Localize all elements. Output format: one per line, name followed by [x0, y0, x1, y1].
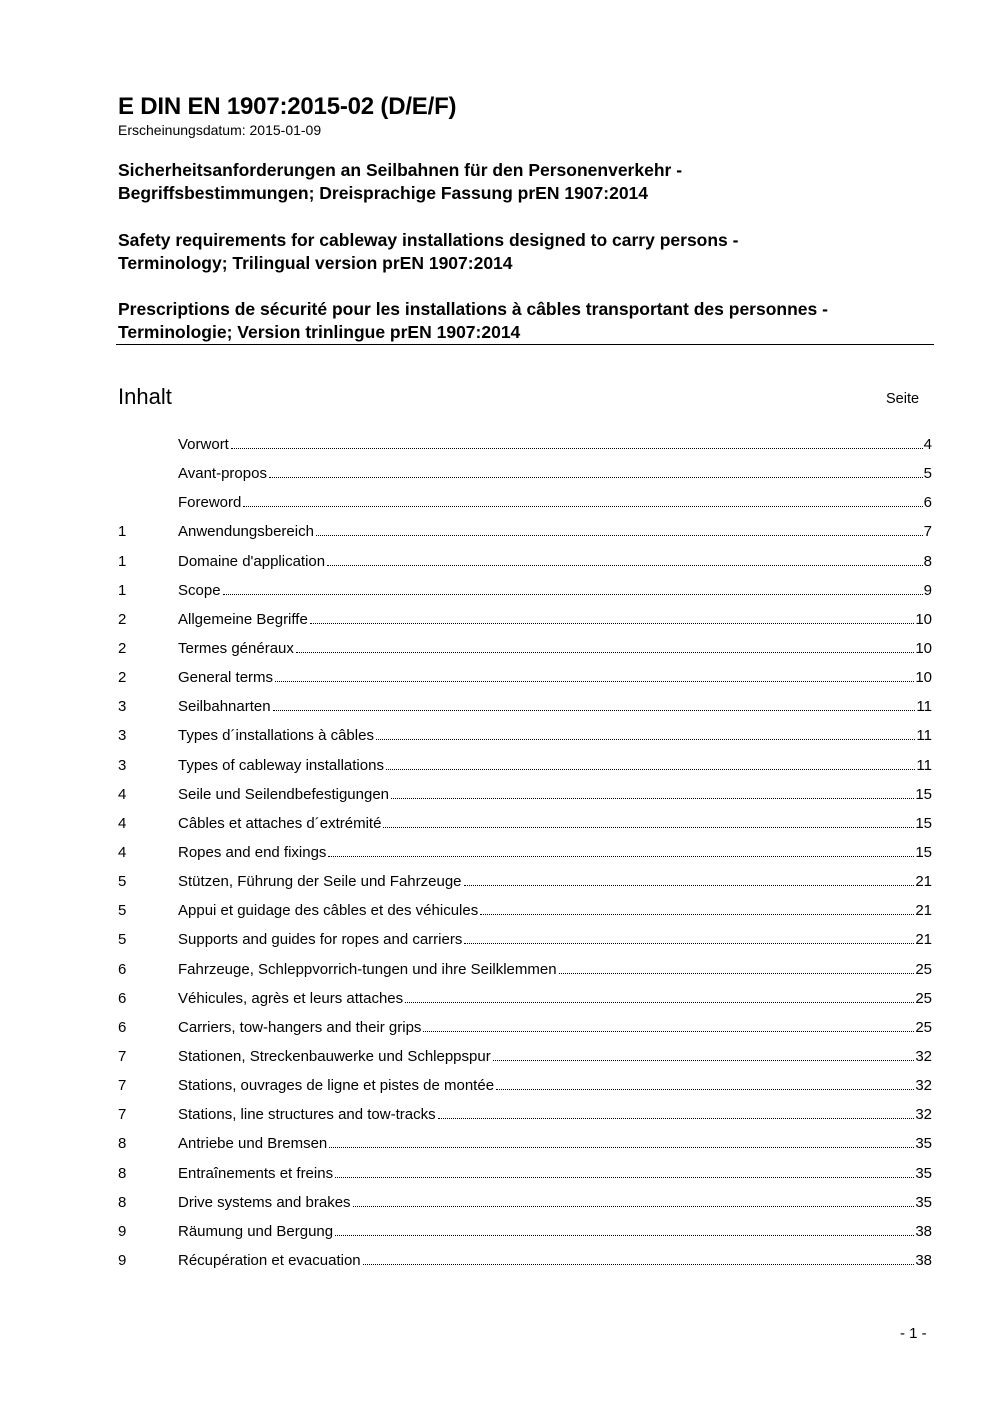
toc-entry-page: 11 [916, 727, 932, 745]
toc-entry-number: 8 [118, 1135, 127, 1153]
toc-page-column-label: Seite [886, 391, 920, 407]
toc-entry[interactable] [118, 1252, 932, 1281]
toc-entry-page: 21 [915, 873, 932, 891]
toc-entry-label: Antriebe und Bremsen [178, 1135, 328, 1153]
toc-entry-label: Drive systems and brakes [178, 1193, 351, 1211]
toc-entry-number: 6 [118, 1018, 127, 1036]
toc-entry-page: 10 [915, 610, 932, 628]
toc-entry[interactable] [118, 844, 932, 873]
toc-entry[interactable] [118, 640, 932, 669]
title-divider [116, 344, 934, 345]
title-french-line-2: Terminologie; Version trinlingue prEN 1907:2014 [118, 322, 521, 342]
toc-entry[interactable] [118, 698, 932, 727]
toc-entry-page: 21 [915, 902, 932, 920]
toc-entry-number: 5 [118, 902, 127, 920]
toc-leader-dots [363, 1264, 915, 1265]
toc-entry-page: 25 [915, 989, 932, 1007]
toc-entry-page: 15 [915, 814, 932, 832]
title-german [118, 159, 682, 205]
toc-entry[interactable] [118, 1165, 932, 1194]
toc-entry[interactable] [118, 1077, 932, 1106]
toc-leader-dots [273, 710, 916, 711]
toc-entry-page: 11 [916, 756, 932, 774]
toc-entry-label: Stützen, Führung der Seile und Fahrzeuge [178, 873, 462, 891]
toc-heading: Inhalt [118, 384, 172, 409]
toc-leader-dots [316, 535, 923, 536]
toc-entry-label: Véhicules, agrès et leurs attaches [178, 989, 404, 1007]
toc-entry-label: Récupération et evacuation [178, 1251, 361, 1269]
toc-entry-page: 9 [923, 581, 932, 599]
toc-entry-page: 11 [916, 698, 932, 716]
toc-leader-dots [329, 1147, 914, 1148]
title-english-line-1: Safety requirements for cableway installations designed to carry persons - [118, 230, 739, 250]
toc-entry-page: 4 [923, 436, 932, 453]
toc-entry-number: 1 [118, 523, 127, 541]
toc-entry-label: Räumung und Bergung [178, 1222, 334, 1240]
toc-leader-dots [328, 856, 914, 857]
toc-entry-label: Allgemeine Begriffe [178, 610, 308, 628]
toc-entry[interactable] [118, 727, 932, 756]
toc-entry-label: Supports and guides for ropes and carriers [178, 931, 463, 949]
toc-leader-dots [335, 1235, 914, 1236]
toc-entry[interactable] [118, 961, 932, 990]
toc-entry-label: Types d´installations à câbles [178, 727, 374, 745]
toc-entry-label: Vorwort [178, 436, 229, 453]
toc-entry-number: 9 [118, 1222, 127, 1240]
toc-entry-label: Seilbahnarten [178, 698, 271, 716]
toc-leader-dots [405, 1002, 914, 1003]
toc-entry-number: 6 [118, 960, 127, 978]
toc-entry-number: 2 [118, 669, 127, 687]
toc-entry-page: 35 [915, 1164, 932, 1182]
toc-entry-number: 4 [118, 814, 127, 832]
toc-entry-label: Domaine d'application [178, 552, 326, 570]
table-of-contents [118, 436, 932, 1281]
toc-entry-page: 15 [915, 785, 932, 803]
toc-entry-number: 2 [118, 639, 127, 657]
toc-entry[interactable] [118, 990, 932, 1019]
toc-entry-number: 5 [118, 873, 127, 891]
toc-entry-label: Stations, ouvrages de ligne et pistes de montée [178, 1077, 495, 1095]
toc-entry[interactable] [118, 436, 932, 465]
toc-entry-label: Scope [178, 581, 221, 599]
toc-leader-dots [464, 943, 914, 944]
toc-entry-page: 6 [923, 494, 932, 512]
toc-entry-label: Stations, line structures and tow-tracks [178, 1106, 436, 1124]
toc-entry-page: 35 [915, 1135, 932, 1153]
toc-leader-dots [493, 1060, 915, 1061]
toc-entry-number: 3 [118, 756, 127, 774]
toc-entry-label: Anwendungsbereich [178, 523, 314, 541]
toc-leader-dots [464, 885, 915, 886]
toc-entry[interactable] [118, 873, 932, 902]
toc-entry-number: 7 [118, 1077, 127, 1095]
toc-entry-number: 6 [118, 989, 127, 1007]
page-number: - 1 - [900, 1325, 927, 1342]
toc-entry-label: Termes généraux [178, 639, 294, 657]
title-english-line-2: Terminology; Trilingual version prEN 1907:2014 [118, 253, 513, 273]
toc-entry-page: 15 [915, 843, 932, 861]
toc-entry-number: 4 [118, 785, 127, 803]
toc-entry-label: Appui et guidage des câbles et des véhicules [178, 902, 479, 920]
toc-entry[interactable] [118, 1194, 932, 1223]
title-english [118, 229, 738, 275]
toc-entry-label: Fahrzeuge, Schleppvorrich-tungen und ihre Seilklemmen [178, 960, 557, 978]
toc-entry[interactable] [118, 902, 932, 931]
toc-leader-dots [243, 506, 922, 507]
toc-leader-dots [296, 652, 914, 653]
toc-leader-dots [310, 623, 915, 624]
toc-entry-label: General terms [178, 669, 274, 687]
toc-entry-number: 1 [118, 581, 127, 599]
toc-entry-page: 8 [923, 552, 932, 570]
toc-entry-number: 5 [118, 931, 127, 949]
toc-entry-page: 32 [915, 1106, 932, 1124]
document-id: E DIN EN 1907:2015-02 (D/E/F) [118, 93, 457, 120]
toc-entry-label: Carriers, tow-hangers and their grips [178, 1018, 422, 1036]
toc-leader-dots [269, 477, 923, 478]
toc-entry-page: 21 [915, 931, 932, 949]
toc-leader-dots [353, 1206, 915, 1207]
toc-entry[interactable] [118, 786, 932, 815]
toc-leader-dots [335, 1177, 914, 1178]
toc-entry-label: Avant-propos [178, 465, 267, 483]
toc-leader-dots [391, 798, 914, 799]
toc-entry[interactable] [118, 611, 932, 640]
toc-entry-page: 10 [915, 639, 932, 657]
toc-entry-page: 25 [915, 1018, 932, 1036]
toc-entry-number: 9 [118, 1251, 127, 1269]
toc-leader-dots [438, 1118, 915, 1119]
toc-entry[interactable] [118, 582, 932, 611]
toc-entry[interactable] [118, 465, 932, 494]
toc-leader-dots [327, 565, 923, 566]
toc-entry-number: 3 [118, 727, 127, 745]
toc-entry-number: 1 [118, 552, 127, 570]
title-french [118, 298, 828, 344]
toc-entry-label: Foreword [178, 494, 242, 512]
toc-entry-label: Câbles et attaches d´extrémité [178, 814, 382, 832]
toc-entry-number: 7 [118, 1106, 127, 1124]
toc-leader-dots [559, 973, 915, 974]
toc-entry-page: 32 [915, 1077, 932, 1095]
title-french-line-1: Prescriptions de sécurité pour les installations à câbles transportant des personnes - [118, 299, 828, 319]
toc-leader-dots [386, 769, 915, 770]
toc-entry-page: 38 [915, 1251, 932, 1269]
toc-entry[interactable] [118, 553, 932, 582]
toc-entry-page: 35 [915, 1193, 932, 1211]
toc-entry[interactable] [118, 669, 932, 698]
toc-leader-dots [383, 827, 914, 828]
toc-entry[interactable] [118, 1019, 932, 1048]
toc-entry[interactable] [118, 931, 932, 960]
toc-leader-dots [376, 739, 915, 740]
toc-entry-number: 8 [118, 1164, 127, 1182]
toc-entry-page: 32 [915, 1047, 932, 1065]
toc-entry[interactable] [118, 1106, 932, 1135]
toc-leader-dots [231, 448, 923, 449]
toc-leader-dots [423, 1031, 914, 1032]
toc-entry-label: Ropes and end fixings [178, 843, 327, 861]
toc-entry-page: 7 [923, 523, 932, 541]
toc-leader-dots [480, 914, 914, 915]
toc-entry-label: Seile und Seilendbefestigungen [178, 785, 390, 803]
toc-entry-number: 2 [118, 610, 127, 628]
toc-entry-label: Stationen, Streckenbauwerke und Schleppspur [178, 1047, 491, 1065]
toc-entry-label: Entraînements et freins [178, 1164, 334, 1182]
toc-entry-label: Types of cableway installations [178, 756, 384, 774]
toc-entry-page: 5 [923, 465, 932, 483]
toc-entry[interactable] [118, 1223, 932, 1252]
toc-leader-dots [223, 594, 923, 595]
toc-entry-number: 3 [118, 698, 127, 716]
toc-entry-page: 25 [915, 960, 932, 978]
title-german-line-2: Begriffsbestimmungen; Dreisprachige Fassung prEN 1907:2014 [118, 183, 649, 203]
toc-leader-dots [275, 681, 914, 682]
toc-entry[interactable] [118, 494, 932, 523]
title-german-line-1: Sicherheitsanforderungen an Seilbahnen für den Personenverkehr - [118, 160, 683, 180]
toc-entry-number: 4 [118, 843, 127, 861]
toc-entry[interactable] [118, 815, 932, 844]
toc-entry-page: 38 [915, 1222, 932, 1240]
toc-entry-number: 8 [118, 1193, 127, 1211]
toc-entry-number: 7 [118, 1047, 127, 1065]
toc-leader-dots [496, 1089, 914, 1090]
publication-date: Erscheinungsdatum: 2015-01-09 [118, 122, 322, 138]
toc-entry[interactable] [118, 757, 932, 786]
toc-entry[interactable] [118, 1135, 932, 1164]
toc-entry-page: 10 [915, 669, 932, 687]
toc-entry[interactable] [118, 523, 932, 552]
toc-entry[interactable] [118, 1048, 932, 1077]
